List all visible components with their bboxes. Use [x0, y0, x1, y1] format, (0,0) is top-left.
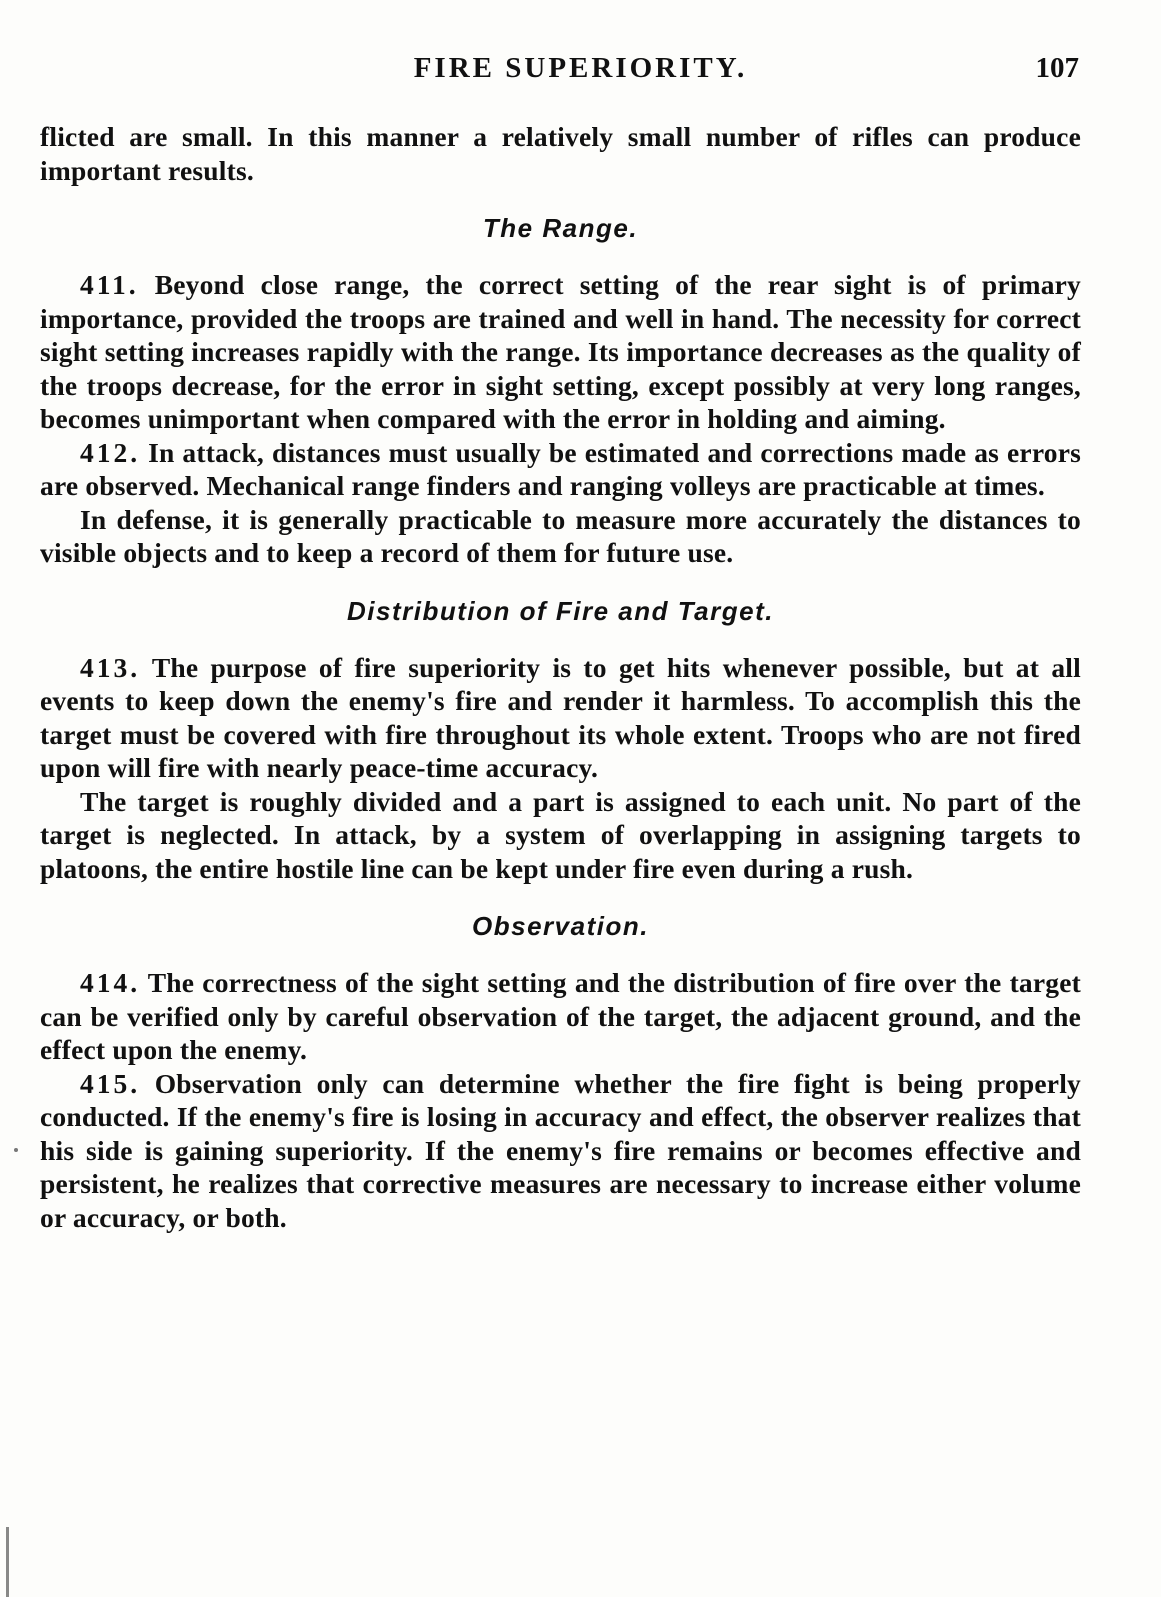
- paragraph-text: The correctness of the sight setting and the distribution of fire over the target can be verified only by careful observation of the target, the adjacent ground, and the effect upon the enemy.: [40, 967, 1081, 1065]
- paragraph-number: 412.: [80, 436, 141, 468]
- paragraph-continued: [40, 120, 1081, 187]
- page-number: 107: [1035, 52, 1079, 84]
- paragraph-411: [40, 268, 1081, 436]
- paragraph-text: Beyond close range, the correct setting of the rear sight is of primary importance, provided the troops are trained and well in hand. The necessity for correct sight setting increases rapidly with the range. Its importance decreases as the quality of the troops decrease, for the error in sight setting, except possibly at very long ranges, becomes unimportant when compared with the error in holding and aiming.: [40, 269, 1082, 434]
- page-content: [0, 98, 1161, 1234]
- paragraph-number: 413.: [80, 651, 141, 683]
- paragraph-text: The purpose of fire superiority is to get hits whenever possible, but at all events to keep down the enemy's fire and render it harmless. To accomplish this the target must be covered with fire throughout its whole extent. Troops who are not fired upon will fire with nearly peace-time accuracy.: [40, 651, 1081, 783]
- section-heading-observation: Observation.: [472, 911, 649, 941]
- paragraph-414: [40, 966, 1081, 1067]
- paragraph-in-defense: [40, 503, 1081, 570]
- paragraph-412: [40, 436, 1081, 503]
- running-head: [0, 0, 1161, 98]
- paragraph-415: [40, 1067, 1081, 1235]
- paragraph-target-divided: [40, 785, 1081, 886]
- section-heading-distribution-of-fire: Distribution of Fire and Target.: [347, 595, 774, 626]
- paragraph-number: 411.: [80, 269, 139, 300]
- paragraph-text: The target is roughly divided and a part is assigned to each unit. No part of the target is neglected. In attack, by a system of overlapping in assigning targets to platoons, the entire hostile line can be kept under fire even during a rush.: [40, 785, 1081, 884]
- paragraph-413: [40, 651, 1081, 785]
- paragraph-number: 415.: [80, 1067, 141, 1099]
- paragraph-number: 414.: [80, 967, 141, 998]
- page-title: FIRE SUPERIORITY.: [413, 52, 748, 84]
- paragraph-text: Observation only can determine whether the fire fight is being properly conducted. If the enemy's fire is losing in accuracy and effect, the observer realizes that his side is gaining superiority. If the enemy's fire remains or becomes effective and persistent, he realizes that corrective measures are necessary to increase either volume or accuracy, or both.: [40, 1067, 1081, 1233]
- section-heading-the-range: The Range.: [482, 213, 639, 243]
- paragraph-text: In attack, distances must usually be estimated and corrections made as errors are observed. Mechanical range finders and ranging volleys are practicable at times.: [40, 436, 1082, 501]
- paragraph-text: In defense, it is generally practicable to measure more accurately the distances to visible objects and to keep a record of them for future use.: [40, 503, 1081, 568]
- scan-artifact-dot: [14, 1148, 18, 1152]
- paragraph-text: flicted are small. In this manner a relatively small number of rifles can produce important results.: [40, 121, 1081, 186]
- scan-artifact-line: [6, 1527, 9, 1597]
